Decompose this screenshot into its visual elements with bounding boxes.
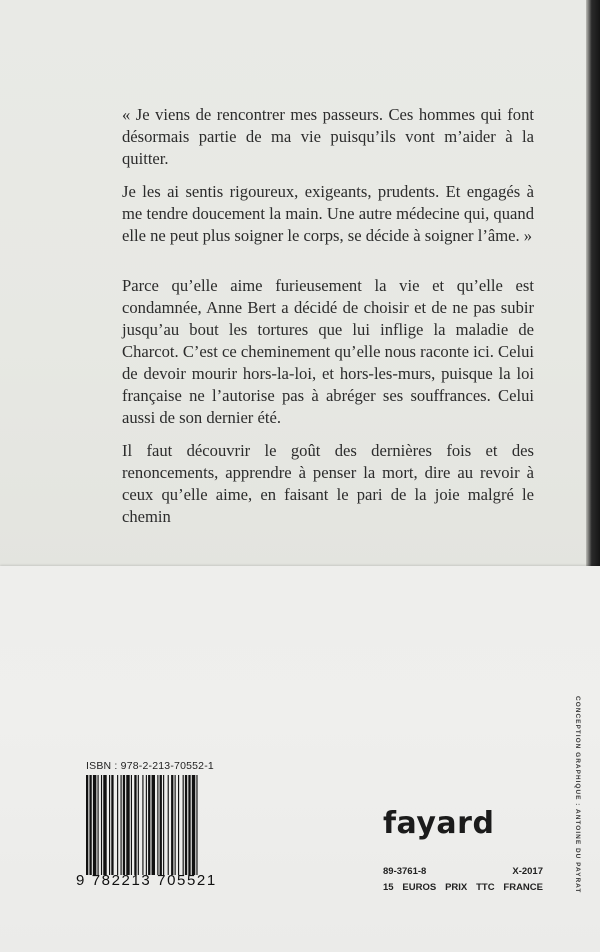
product-code: 89-3761-8 xyxy=(383,866,427,877)
blurb-paragraph-2: Il faut découvrir le goût des dernières fois et des renoncements, apprendre à penser la mort, dire au revoir à ceux qu’elle aime, en faisant le pari de la joie malgré le chemin xyxy=(122,441,534,526)
date-code: X-2017 xyxy=(512,866,543,877)
meta-codes xyxy=(383,866,543,877)
quote-paragraph-1: « Je viens de rencontrer mes passeurs. Ces hommes qui font désormais partie de ma vie puisqu’ils vont m’aider à la quitter. xyxy=(122,105,534,168)
country-label: FRANCE xyxy=(503,882,543,893)
publisher-logo: fayard xyxy=(383,806,495,841)
barcode xyxy=(86,775,234,875)
design-credit: CONCEPTION GRAPHIQUE : ANTOINE DU PAYRAT xyxy=(574,696,581,894)
publisher-band xyxy=(0,566,600,952)
book-spine-edge xyxy=(586,0,600,572)
price-line xyxy=(383,882,543,893)
tax-label: TTC xyxy=(476,882,495,893)
price-currency: EUROS xyxy=(402,882,437,893)
isbn-label: ISBN : 978-2-213-70552-1 xyxy=(86,760,214,772)
quote-paragraph-2: Je les ai sentis rigoureux, exigeants, prudents. Et engagés à me tendre doucement la main. Une autre médecine qui, quand elle ne peut plus soigner le corps, se décide à soigner l’âme. » xyxy=(122,182,534,245)
price-label: PRIX xyxy=(445,882,468,893)
barcode-digits: 9 782213 705521 xyxy=(76,872,217,889)
price-amount: 15 xyxy=(383,882,394,893)
blurb-paragraph-1: Parce qu’elle aime furieusement la vie et qu’elle est condamnée, Anne Bert a décidé de choisir et de ne pas subir jusqu’au bout les tortures que lui inflige la maladie de Charcot. C’est ce cheminement qu’elle nous raconte ici. Celui de devoir mourir hors-la-loi, et hors-les-murs, puisque la loi française ne l’autorise pas à abréger ses souffrances. Celui aussi de son dernier été. xyxy=(122,276,534,427)
blurb-text xyxy=(122,104,534,539)
